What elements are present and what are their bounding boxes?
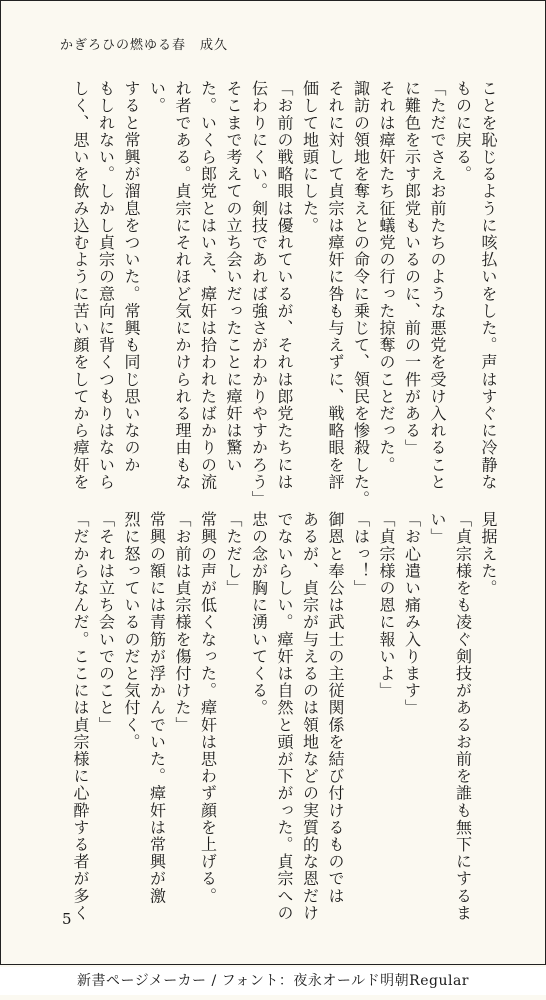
text-column: 「お前は貞宗様を傷付けた」 <box>173 511 192 734</box>
text-column: に難色を示す郎党もいるのに、前の一件がある」 <box>402 80 422 457</box>
text-column: れ者である。貞宗にそれほど気にかけられる理由もな <box>173 80 192 491</box>
footer-credit: 新書ページメーカー / フォント：夜永オールド明朝Regular <box>0 967 546 995</box>
text-column: 烈に怒っているのだと気付く。 <box>122 511 141 751</box>
text-column: 常興の声が低くなった。瘴奸は思わず顔を上げる。 <box>198 511 218 905</box>
text-column: 「はっ！」 <box>351 511 371 597</box>
text-column: そこまで考えての立ち会いだったことに瘴奸は驚い <box>224 80 243 474</box>
text-column: た。いくら郎党とはいえ、瘴奸は拾われたばかりの流 <box>198 80 218 491</box>
text-column: い」 <box>428 511 447 546</box>
text-column: 「貞宗様をも凌ぐ剣技があるお前を誰も無下にするま <box>453 511 473 922</box>
running-title: かぎろひの燃ゆる春 成久 <box>60 38 229 53</box>
text-column: 見据えた。 <box>479 511 498 597</box>
text-column: 諏訪の領地を奪えとの命令に乗じて、領民を惨殺した。 <box>351 80 371 508</box>
text-column: 忠の念が胸に湧いてくる。 <box>249 511 269 717</box>
text-column: それは瘴奸たち征蟻党の行った掠奪のことだった。 <box>377 80 396 474</box>
text-column: それに対して貞宗は瘴奸に咎も与えずに、戦略眼を評 <box>326 80 345 491</box>
text-column: 「それは立ち会いでのこと」 <box>96 511 116 734</box>
text-column: 「貞宗様の恩に報いよ」 <box>377 511 396 700</box>
text-column: 「ただでさえお前たちのような悪党を受け入れること <box>428 80 447 491</box>
text-column: 価して地頭にした。 <box>300 80 320 234</box>
text-column: もしれない。しかし貞宗の意向に背くつもりはないら <box>96 80 116 491</box>
text-column: すると常興が溜息をついた。常興も同じ思いなのか <box>122 80 141 474</box>
text-column: 「お心遣い痛み入ります」 <box>402 511 422 717</box>
text-column: ことを恥じるように咳払いをした。声はすぐに冷静な <box>479 80 498 491</box>
text-column: あるが、貞宗が与えるのは領地などの実質的な恩だけ <box>300 511 320 922</box>
text-column: 伝わりにくい。剣技であれば強さがわかりやすかろう」 <box>249 80 269 508</box>
text-column: しく、思いを飲み込むように苦い顔をしてから瘴奸を <box>71 80 90 491</box>
text-column: でないらしい。瘴奸は自然と頭が下がった。貞宗への <box>275 511 294 922</box>
text-column: 御恩と奉公は武士の主従関係を結び付けるものでは <box>326 511 345 905</box>
text-column: い。 <box>147 80 167 115</box>
text-column: 「ただし」 <box>224 511 243 597</box>
page-number: 5 <box>62 910 72 928</box>
text-column: ものに戻る。 <box>453 80 473 183</box>
text-column: 「だからなんだ。ここには貞宗様に心酔する者が多く <box>71 511 90 922</box>
text-column: 「お前の戦略眼は優れているが、それは郎党たちには <box>275 80 294 491</box>
text-column: 常興の額には青筋が浮かんでいた。瘴奸は常興が激 <box>147 511 167 905</box>
